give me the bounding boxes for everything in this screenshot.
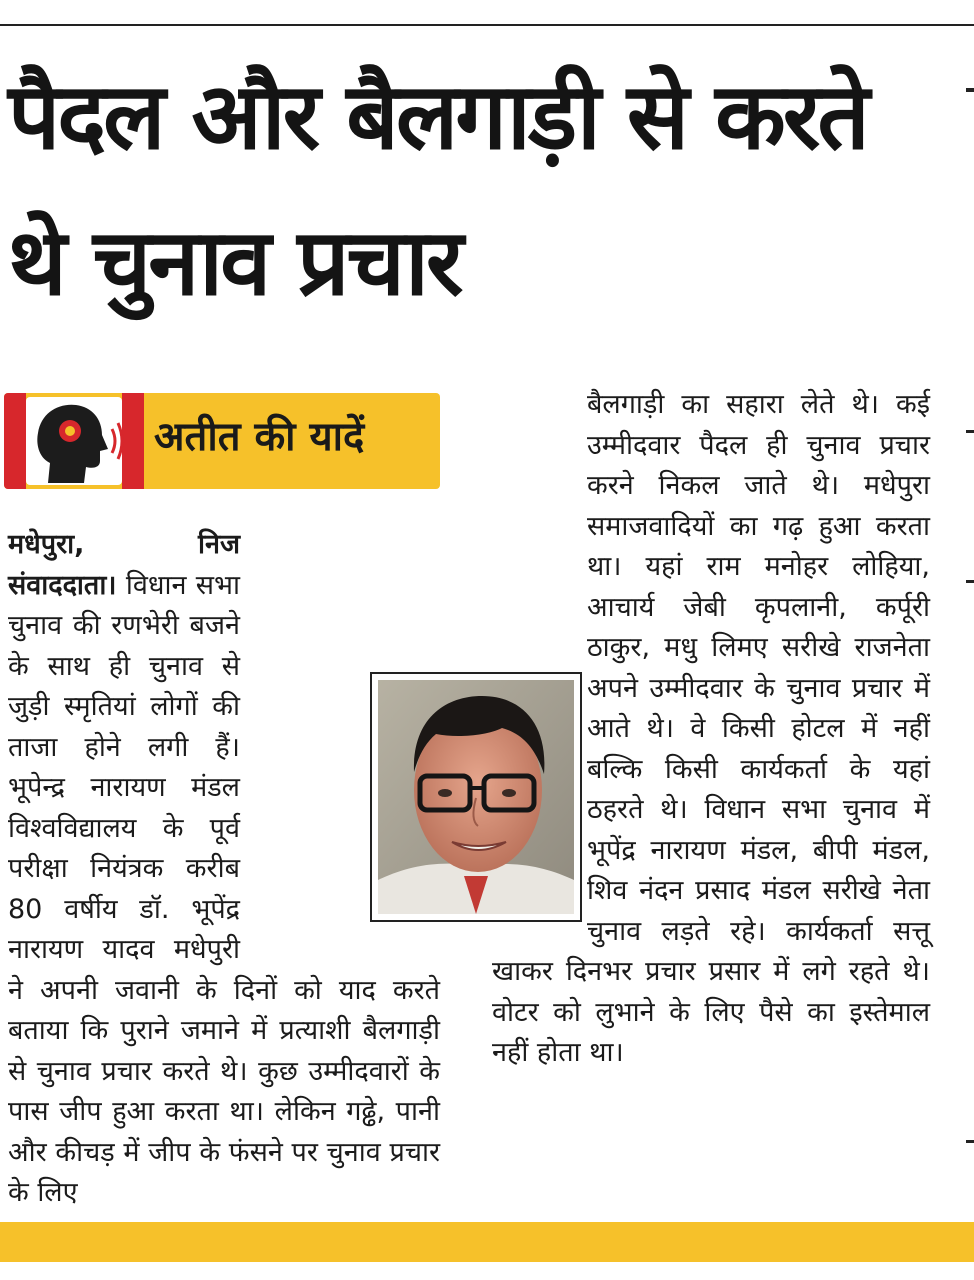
top-rule xyxy=(0,24,974,26)
column-1-text: विधान सभा चुनाव की रणभेरी बजने के साथ ही चुनाव से जुड़ी स्मृतियां लोगों की ताजा होने लगी हैं। भूपेन्द्र नारायण मंडल विश्वविद्यालय के पूर्व परीक्षा नियंत्रक करीब 80 वर्षीय डॉ. भूपेंद्र नारायण यादव मधेपुरी ने अपनी जवानी के दिनों को याद करते बताया कि पुराने जमाने में प्रत्याशी बैलगाड़ी से चुनाव प्रचार करते थे। कुछ उम्मीदवारों के पास जीप हुआ करता था। लेकिन गढ्ढे, पानी और कीचड़ में जीप के फंसने पर चुनाव प्रचार के लिए xyxy=(8,569,440,1208)
headline: पैदल और बैलगाड़ी से करते थे चुनाव प्रचार xyxy=(8,63,867,316)
head-memory-icon xyxy=(26,399,126,485)
portrait-image xyxy=(378,680,574,914)
edge-mark xyxy=(966,580,974,583)
portrait-photo xyxy=(370,672,582,922)
footer-band xyxy=(0,1222,974,1262)
edge-mark xyxy=(966,1140,974,1143)
section-badge xyxy=(4,393,440,489)
edge-mark xyxy=(966,88,974,92)
dateline: मधेपुरा, निज संवाददाता। xyxy=(8,529,240,601)
badge-red-stripe xyxy=(4,393,26,489)
section-title: अतीत की यादें xyxy=(154,414,365,460)
edge-mark xyxy=(966,430,974,433)
column-2-text: बैलगाड़ी का सहारा लेते थे। कई उम्मीदवार पैदल ही चुनाव प्रचार करने निकल जाते थे। मधेपुरा समाजवादियों का गढ़ हुआ करता था। यहां राम मनोहर लोहिया, आचार्य जेबी कृपलानी, कर्पूरी ठाकुर, मधु लिमए सरीखे राजनेता अपने उम्मीदवार के चुनाव प्रचार में आते थे। वे किसी होटल में नहीं बल्कि किसी कार्यकर्ता के यहां ठहरते थे। विधान सभा चुनाव में भूपेंद्र नारायण मंडल, बीपी मंडल, शिव नंदन प्रसाद मंडल सरीखे नेता चुनाव लड़ते रहे। कार्यकर्ता सत्तू खाकर दिनभर प्रचार प्रसार में लगे रहते थे। वोटर को लुभाने के लिए पैसे का इस्तेमाल नहीं होता था। xyxy=(492,389,930,1068)
